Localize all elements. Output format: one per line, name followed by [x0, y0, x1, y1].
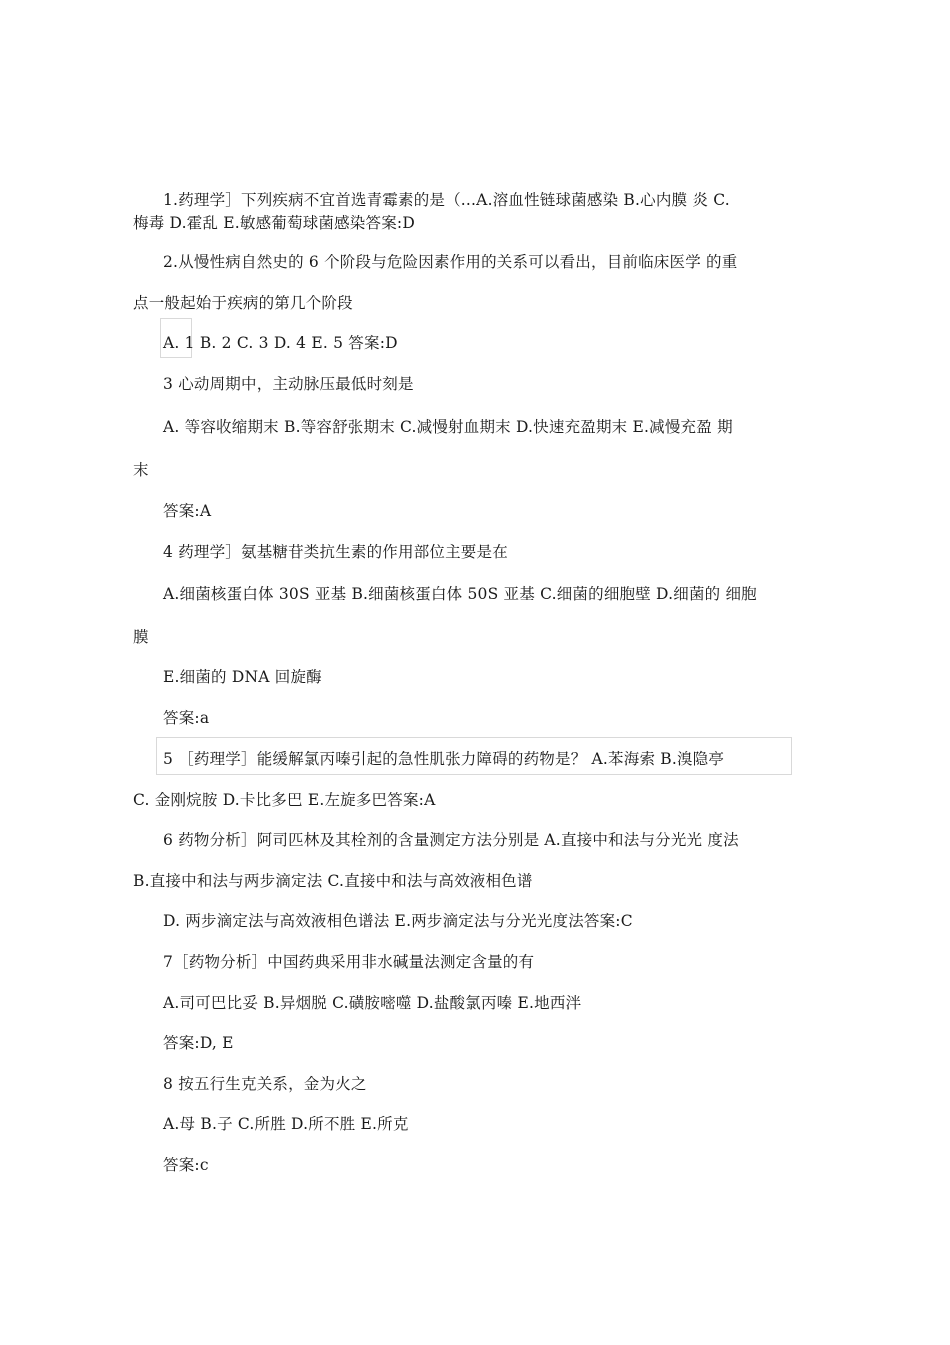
- q6-line-2: B.直接中和法与两步滴定法 C.直接中和法与高效液相色谱: [133, 872, 533, 890]
- q4-options-line-3: E.细菌的 DNA 回旋酶: [163, 668, 322, 686]
- q8-answer: 答案:c: [163, 1156, 209, 1174]
- q7-answer: 答案:D, E: [163, 1034, 234, 1052]
- q4-options-line-1: A.细菌核蛋白体 30S 亚基 B.细菌核蛋白体 50S 亚基 C.细菌的细胞壁 D.细菌的 细胞: [163, 585, 757, 603]
- q7-question: 7［药物分析］中国药典采用非水碱量法测定含量的有: [163, 953, 535, 971]
- q2-line-2: 点一般起始于疾病的第几个阶段: [133, 294, 353, 312]
- q1-line-2: 梅毒 D.霍乱 E.敏感葡萄球菌感染答案:D: [133, 214, 415, 232]
- q4-answer: 答案:a: [163, 709, 210, 727]
- q4-options-line-2: 膜: [133, 628, 149, 646]
- q4-question: 4 药理学］氨基糖苷类抗生素的作用部位主要是在: [163, 543, 508, 561]
- q5-line-1: 5 ［药理学］能缓解氯丙嗪引起的急性肌张力障碍的药物是？ A.苯海索 B.溴隐亭: [163, 750, 725, 768]
- q2-options: A. 1 B. 2 C. 3 D. 4 E. 5 答案:D: [163, 334, 398, 352]
- q8-question: 8 按五行生克关系，金为火之: [163, 1075, 367, 1093]
- q5-line-2: C. 金刚烷胺 D.卡比多巴 E.左旋多巴答案:A: [133, 791, 436, 809]
- q2-line-1: 2.从慢性病自然史的 6 个阶段与危险因素作用的关系可以看出，目前临床医学 的重: [163, 253, 738, 271]
- q3-answer: 答案:A: [163, 502, 212, 520]
- q1-line-1: 1.药理学］下列疾病不宜首选青霉素的是（...A.溶血性链球菌感染 B.心内膜 炎 C.: [163, 191, 730, 209]
- q7-options: A.司可巴比妥 B.异烟脱 C.磺胺嘧噬 D.盐酸氯丙嗪 E.地西泮: [163, 994, 582, 1012]
- q6-line-3: D. 两步滴定法与高效液相色谱法 E.两步滴定法与分光光度法答案:C: [163, 912, 633, 930]
- q3-options-line-2: 末: [133, 461, 149, 479]
- q8-options: A.母 B.子 C.所胜 D.所不胜 E.所克: [163, 1115, 409, 1133]
- q3-options-line-1: A. 等容收缩期末 B.等容舒张期末 C.减慢射血期末 D.快速充盈期末 E.减慢充盈 期: [163, 418, 733, 436]
- q3-question: 3 心动周期中，主动脉压最低时刻是: [163, 375, 414, 393]
- q6-line-1: 6 药物分析］阿司匹林及其栓剂的含量测定方法分别是 A.直接中和法与分光光 度法: [163, 831, 739, 849]
